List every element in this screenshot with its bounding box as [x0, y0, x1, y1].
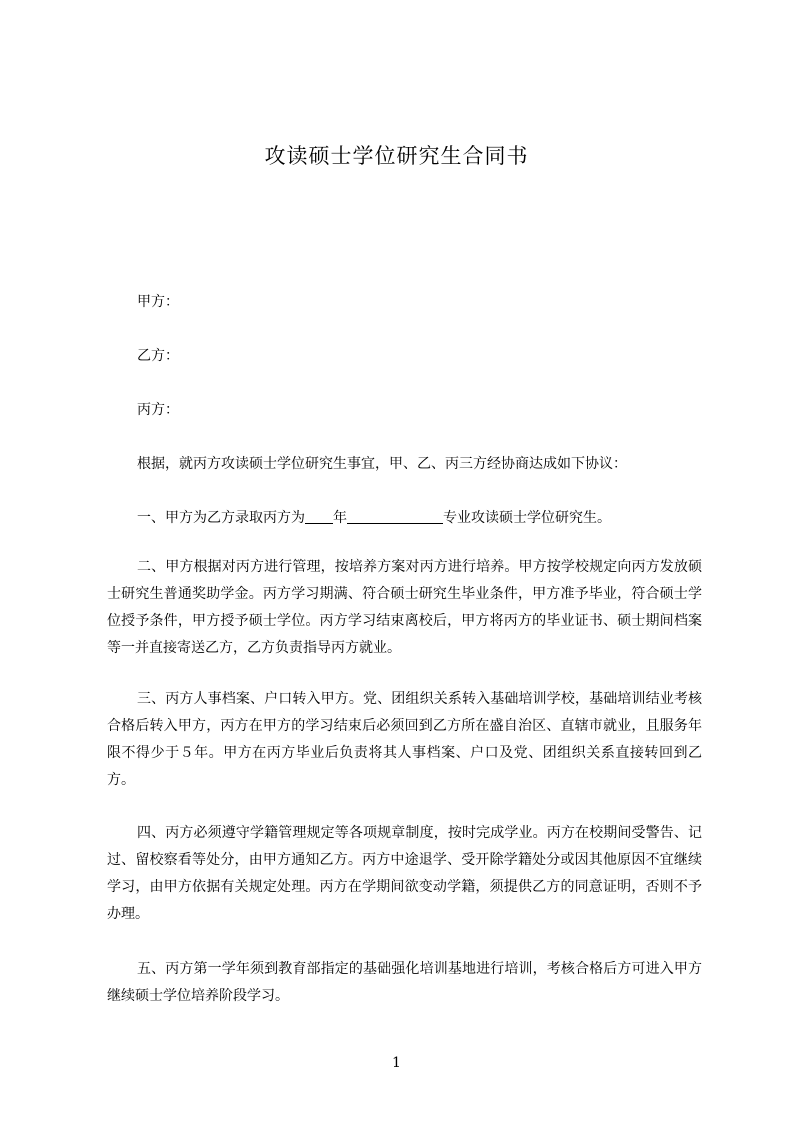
page-number: 1 — [392, 1055, 401, 1071]
clause-1-prefix: 一、甲方为乙方录取丙方为 — [137, 510, 305, 526]
major-blank — [347, 509, 443, 524]
party-c-label: 丙方： — [137, 402, 179, 418]
year-blank — [305, 509, 333, 524]
clause-1 — [137, 507, 611, 527]
clause-2: 二、甲方根据对丙方进行管理，按培养方案对丙方进行培养。甲方按学校规定向丙方发放硕士研究生普通奖助学金。丙方学习期满、符合硕士研究生毕业条件，甲方准予毕业，符合硕士学位授予条件，甲方授予硕士学位。丙方学习结束离校后，甲方将丙方的毕业证书、硕士期间档案等一并直接寄送乙方，乙方负责指导丙方就业。 — [107, 559, 702, 656]
party-a-label: 甲方： — [137, 294, 179, 310]
clause-1-suffix: 专业攻读硕士学位研究生。 — [443, 510, 611, 526]
clause-5: 五、丙方第一学年须到教育部指定的基础强化培训基地进行培训，考核合格后方可进入甲方继续硕士学位培养阶段学习。 — [107, 961, 702, 1004]
clause-1-year-label: 年 — [333, 510, 347, 526]
intro-paragraph: 根据，就丙方攻读硕士学位研究生事宜，甲、乙、丙三方经协商达成如下协议： — [137, 456, 627, 472]
party-b-label: 乙方： — [137, 348, 179, 364]
clause-3: 三、丙方人事档案、户口转入甲方。党、团组织关系转入基础培训学校，基础培训结业考核合格后转入甲方，丙方在甲方的学习结束后必须回到乙方所在盛自治区、直辖市就业，且服务年限不得少于５年。甲方在丙方毕业后负责将其人事档案、户口及党、团组织关系直接转回到乙方。 — [107, 691, 702, 788]
page-title: 攻读硕士学位研究生合同书 — [264, 144, 529, 168]
clause-4: 四、丙方必须遵守学籍管理规定等各项规章制度，按时完成学业。丙方在校期间受警告、记过、留校察看等处分，由甲方通知乙方。丙方中途退学、受开除学籍处分或因其他原因不宜继续学习，由甲方依据有关规定处理。丙方在学期间欲变动学籍，须提供乙方的同意证明，否则不予办理。 — [107, 825, 702, 922]
